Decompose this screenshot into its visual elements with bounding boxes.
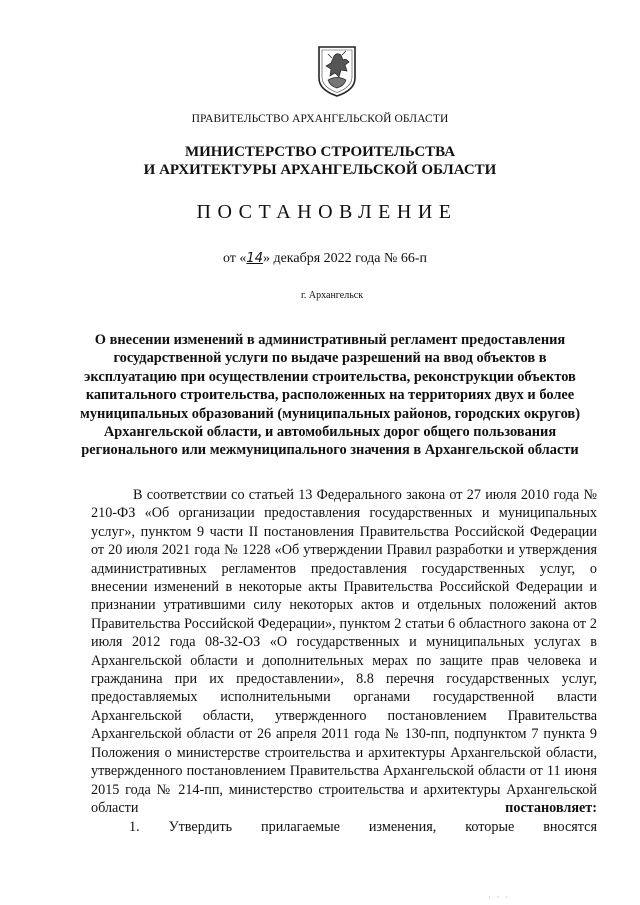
document-type: ПОСТАНОВЛЕНИЕ xyxy=(196,201,458,223)
ministry-name xyxy=(0,143,640,179)
date-day: 14 xyxy=(246,251,263,266)
document-subject: О внесении изменений в административный регламент предоставления государственной услуги по выдаче разрешений на ввод объектов в эксплуатацию при осуществлении строительства, реконструкции объектов капитального строительства, расположенных на территориях двух и более муниципальных образований (муниципальных районов, городских округов) Архангельской области, и автомобильных дорог общего пользования регионального или межмуниципального значения в Архангельской области xyxy=(80,332,580,459)
city-name: г. Архангельск xyxy=(300,290,364,301)
date-rest: » декабря 2022 года № 66-п xyxy=(262,251,428,266)
ministry-line-2: И АРХИТЕКТУРЫ АРХАНГЕЛЬСКОЙ ОБЛАСТИ xyxy=(143,162,497,178)
list-item xyxy=(91,818,597,836)
decree-word: постановляет: xyxy=(505,799,597,816)
item-word: которые xyxy=(465,819,515,835)
body-paragraph xyxy=(91,486,597,817)
item-word: прилагаемые xyxy=(261,819,340,835)
item-word: изменения, xyxy=(368,819,437,835)
ministry-line-1: МИНИСТЕРСТВО СТРОИТЕЛЬСТВА xyxy=(184,144,456,160)
document-date xyxy=(0,251,640,267)
body-text: В соответствии со статьей 13 Федерального закона от 27 июля 2010 года № 210-ФЗ «Об организации предоставления государственных и муниципальных услуг», пунктом 9 части II постановления Правительства Российской Федерации от 20 июля 2021 года № 1228 «Об утверждении Правил разработки и утверждения административных регламентов предоставления государственных услуг, о внесении изменений в некоторые акты Правительства Российской Федерации и признании утратившими силу некоторых актов и отдельных положений актов Правительства Российской Федерации», пунктом 2 статьи 6 областного закона от 2 июля 2012 года 08-32-ОЗ «О государственных и муниципальных услугах в Архангельской области и дополнительных мерах по защите прав человека и гражданина при их предоставлении», 8.8 перечня государственных услуг, предоставляемых исполнительными органами государственной власти Архангельской области, утвержденного постановлением Правительства Архангельской области от 26 апреля 2011 года № 130-пп, подпунктом 7 пункта 9 Положения о министерстве строительства и архитектуры Архангельской области, утвержденного постановлением Правительства Архангельской области от 11 июня 2015 года № 214-пп, министерство строительства и архитектуры Архангельской области xyxy=(91,487,597,816)
item-number: 1. xyxy=(129,819,140,835)
document-body xyxy=(91,486,597,817)
date-prefix: от « xyxy=(222,251,247,266)
coat-of-arms-icon xyxy=(316,44,358,98)
government-name: ПРАВИТЕЛЬСТВО АРХАНГЕЛЬСКОЙ ОБЛАСТИ xyxy=(191,113,449,125)
item-word: Утвердить xyxy=(168,819,233,835)
footer-marks: · · · xyxy=(488,893,510,902)
item-word: вносятся xyxy=(543,819,597,835)
